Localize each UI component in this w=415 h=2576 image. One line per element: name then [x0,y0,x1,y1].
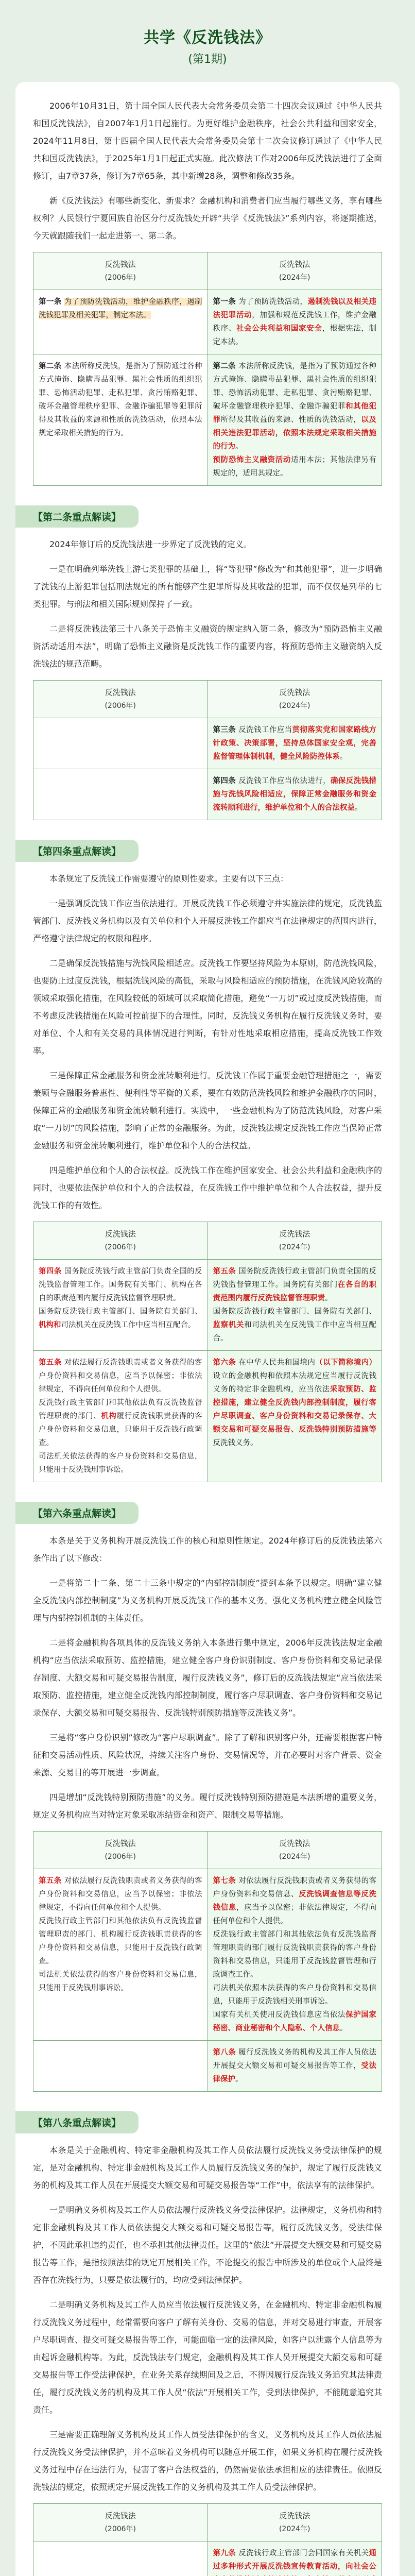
new-article-9: 第九条 反洗钱行政主管部门会同国家有关机关通过多种形式开展反洗钱宣传教育活动，向社会公 [208,2541,382,2576]
new-article-8: 第八条 履行反洗钱义务的机构及其工作人员依法开展提交大额交易和可疑交易报告等工作，受法律保护。 [208,2041,382,2092]
comparison-table-5 [33,2503,382,2576]
old-article-2: 第二条 本法所称反洗钱，是指为了预防通过各种方式掩饰、隐瞒毒品犯罪、黑社会性质的组织犯罪、恐怖活动犯罪、走私犯罪、贪污贿赂犯罪、破坏金融管理秩序犯罪、金融诈骗犯罪等犯罪所得及其收益的来源和性质的洗钱活动，依照本法规定采取相关措施的行为。 [33,354,208,486]
new-article-5: 第五条 国务院反洗钱行政主管部门负责全国的反洗钱监督管理工作。国务院有关部门在各自的职责范围内履行反洗钱监督管理职责。 国务院反洗钱行政主管部门、国务院有关部门、监察机关和司法机关在反洗钱工作中应当相互配合。 [208,1260,382,1351]
old-article-empty [33,2541,208,2576]
section-heading-4: 【第四条重点解读】 [15,840,139,862]
section-6-paragraph: 一是将第二十二条、第二十三条中规定的“内部控制制度”提到本条予以规定。明确“建立健全反洗钱内部控制制度”为义务机构开展反洗钱工作的基本义务。强化义务机构建立健全风险管理与内部控制机制的主体责任。 [33,1578,382,1623]
comparison-table-2 [33,680,382,820]
intro-paragraph: 新《反洗钱法》有哪些新变化、新要求？金融机构和消费者们应当履行哪些义务，享有哪些权利？人民银行宁夏回族自治区分行反洗钱处开辟“共学《反洗钱法》”系列内容，将逐期推送，今天就跟随我们一起走进第一、第二条。 [33,196,382,241]
old-law-header: 反洗钱法 (2006年) [33,1832,208,1869]
section-heading-6: 【第六条重点解读】 [15,1502,139,1524]
old-article-5: 第五条 对依法履行反洗钱职责或者义务获得的客户身份资料和交易信息，应当予以保密；非依法律规定，不得向任何单位和个人提供。 反洗钱行政主管部门和其他依法负有反洗钱监督管理职责的部门、机构履行反洗钱职责获得的客户身份资料和交易信息，只能用于反洗钱行政调查。 司法机关依法获得的客户身份资料和交易信息，只能用于反洗钱刑事诉讼。 [33,1869,208,2041]
section-2-paragraph: 一是在明确列举洗钱上游七类犯罪的基础上，将“等犯罪”修改为“和其他犯罪”，进一步明确了洗钱的上游犯罪包括刑法规定的所有能够产生犯罪所得及其收益的犯罪，而不仅仅是列举的七类犯罪。与刑法和相关国际规则保持了一致。 [33,564,382,609]
old-law-header: 反洗钱法 (2006年) [33,1222,208,1260]
issue-number: (第1期) [188,53,227,66]
section-4-paragraph: 三是保障正常金融服务和资金流转顺利进行。反洗钱工作属于重要金融管理措施之一，需要兼顾与金融服务普惠性、便利性等平衡的关系，要在有效防范洗钱风险和维护金融秩序的同时，保障正常的金融服务和资金流转顺利进行。实践中，一些金融机构为了防范洗钱风险，对客户采取“一刀切”的风险措施，影响了正常的金融服务。为此，反洗钱法规定反洗钱工作应当保障正常金融服务和资金流转顺利进行，维护单位和个人的合法权益。 [33,1071,382,1150]
section-8-paragraph: 本条是关于金融机构、特定非金融机构及其工作人员依法履行反洗钱义务受法律保护的规定，是对金融机构、特定非金融机构及其工作人员履行反洗钱义务的保护，规定了履行反洗钱义务的机构及其工作人员在开展提交大额交易和可疑交易报告等“工作”中，依法享有的法律保护。 [33,2145,382,2190]
section-6-paragraph: 四是增加“反洗钱特别预防措施”的义务。履行反洗钱特别预防措施是本法新增的重要义务，规定义务机构应当对特定对象采取冻结资金和资产、限制交易等措施。 [33,1792,382,1820]
new-article-7: 第七条 对依法履行反洗钱职责或者义务获得的客户身份资料和交易信息、反洗钱调查信息等反洗钱信息，应当予以保密；非依法律规定，不得向任何单位和个人提供。 反洗钱行政主管部门和其他依法负有反洗钱监督管理职责的部门履行反洗钱职责获得的客户身份资料和交易信息，只能用于反洗钱监督管理和行政调查工作。 司法机关依照本法获得的客户身份资料和交易信息，只能用于反洗钱相关刑事诉讼。 国家有关机关使用反洗钱信息应当依法保护国家秘密、商业秘密和个人隐私、个人信息。 [208,1869,382,2041]
old-article-empty [33,2041,208,2092]
section-4-paragraph: 四是维护单位和个人的合法权益。反洗钱工作在维护国家安全、社会公共利益和金融秩序的同时，也要依法保护单位和个人的合法权益，在反洗钱工作中维护单位和个人合法权益，提升反洗钱工作的有效性。 [33,1165,382,1210]
intro-paragraph: 2006年10月31日，第十届全国人民代表大会常务委员会第二十四次会议通过《中华人民共和国反洗钱法》，自2007年1月1日起施行。为更好维护金融秩序，社会公共利益和国家安全，2024年11月8日，第十四届全国人民代表大会常务委员会第十二次会议修订通过了《中华人民共和国反洗钱法》，于2025年1月1日起正式实施。此次修法工作对2006年反洗钱法进行了全面修订，由7章37条，修订为7章65条，其中新增28条，调整和修改35条。 [33,101,382,181]
new-article-3: 第三条 反洗钱工作应当贯彻落实党和国家路线方针政策、决策部署，坚持总体国家安全观，完善监督管理体制机制，健全风险防控体系。 [208,718,382,769]
new-law-header: 反洗钱法 (2024年) [208,1832,382,1869]
old-article-5: 第五条 对依法履行反洗钱职责或者义务获得的客户身份资料和交易信息，应当予以保密；非依法律规定，不得向任何单位和个人提供。 反洗钱行政主管部门和其他依法负有反洗钱监督管理职责的部门、机构履行反洗钱职责获得的客户身份资料和交易信息，只能用于反洗钱行政调查。 司法机关依法获得的客户身份资料和交易信息，只能用于反洗钱刑事诉讼。 [33,1351,208,1482]
old-law-header: 反洗钱法 (2006年) [33,2504,208,2541]
new-article-6: 第六条 在中华人民共和国境内（以下简称境内）设立的金融机构和依照本法规定应当履行反洗钱义务的特定非金融机构，应当依法采取预防、监控措施，建立健全反洗钱内部控制制度，履行客户尽职调查、客户身份资料和交易记录保存、大额交易和可疑交易报告、反洗钱特别预防措施等反洗钱义务。 [208,1351,382,1482]
section-heading-2: 【第二条重点解读】 [15,505,139,528]
section-4-paragraph: 本条规定了反洗钱工作需要遵守的原则性要求。主要有以下三点： [49,874,289,884]
section-8-paragraph: 二是明确义务机构及其工作人员应当依法履行反洗钱义务，在金融机构、特定非金融机构履行反洗钱义务过程中，经常需要向客户了解有关身份、交易的信息，并对交易进行审查，开展客户尽职调查、提交可疑交易报告等工作，可能面临一定的法律风险，如客户以泄露个人信息等为由起诉金融机构等。为此，反洗钱法专门规定，金融机构及其工作人员开展提交大额交易和可疑交易报告等工作受法律保护，在业务关系存续期间及之后，不得因履行反洗钱义务追究其法律责任，履行反洗钱义务的机构及其工作人员“依法”开展相关工作，受到法律保护，不能随意追究其责任。 [33,2300,382,2415]
section-heading-8: 【第八条重点解读】 [15,2111,139,2133]
old-law-header: 反洗钱法 (2006年) [33,681,208,718]
comparison-table-3 [33,1222,382,1482]
section-2-paragraph: 二是将反洗钱法第三十八条关于恐怖主义融资的规定纳入第二条，修改为“预防恐怖主义融资活动适用本法”，明确了恐怖主义融资是反洗钱工作的重要内容，将预防恐怖主义融资纳入反洗钱法的规范范畴。 [33,624,382,669]
old-article-empty [33,718,208,769]
comparison-table-1 [33,252,382,486]
section-6-paragraph: 本条是关于义务机构开展反洗钱工作的核心和原则性规定。2024年修订后的反洗钱法第六条作出了以下修改： [33,1536,382,1563]
section-2-paragraph: 2024年修订后的反洗钱法进一步界定了反洗钱的定义。 [49,539,252,549]
article-body [15,82,400,2576]
section-4-paragraph: 二是确保反洗钱措施与洗钱风险相适应。反洗钱工作要坚持风险为本原则，防范洗钱风险，也要防止过度反洗钱，根据洗钱风险的高低，采取与风险相适应的预防措施，在洗钱风险较高的领域采取强化措施，在风险较低的领域可以采取简化措施，避免“一刀切”或过度反洗钱措施，而不考虑反洗钱措施在风险可控前提下的合理性。同时，反洗钱义务机构在履行反洗钱义务时，要对单位、个人和有关交易的具体情况进行判断，有针对性地采取相应措施，提高反洗钱工作效率。 [33,958,382,1056]
section-8-paragraph: 一是明确义务机构及其工作人员依法履行反洗钱义务受法律保护。法律规定，义务机构和特定非金融机构及其工作人员依法提交大额交易和可疑交易报告等，履行反洗钱义务，受法律保护，不因此承担违约责任，也不承担其他法律责任。这里的“依法”开展提交大额交易和可疑交易报告等工作，是指按照法律的规定开展相关工作，不论提交的报告中所涉及的单位或个人最终是否存在洗钱行为，只要是依法履行的，均应受到法律保护。 [33,2205,382,2285]
new-article-2: 第二条 本法所称反洗钱，是指为了预防通过各种方式掩饰、隐瞒毒品犯罪、黑社会性质的组织犯罪、恐怖活动犯罪、走私犯罪、贪污贿赂犯罪、破坏金融管理秩序犯罪、金融诈骗犯罪和其他犯罪所得及其收益的来源、性质的洗钱活动，以及相关违法犯罪活动，依照本法规定采取相关措施的行为。 预防恐怖主义融资活动适用本法；其他法律另有规定的，适用其规定。 [208,354,382,486]
old-article-empty [33,769,208,820]
old-article-4: 第四条 国务院反洗钱行政主管部门负责全国的反洗钱监督管理工作。国务院有关部门、机构在各自的职责范围内履行反洗钱监督管理职责。 国务院反洗钱行政主管部门、国务院有关部门、机构和司法机关在反洗钱工作中应当相互配合。 [33,1260,208,1351]
new-article-4: 第四条 反洗钱工作应当依法进行，确保反洗钱措施与洗钱风险相适应，保障正常金融服务和资金流转顺利进行，维护单位和个人的合法权益。 [208,769,382,820]
section-4-paragraph: 一是强调反洗钱工作应当依法进行。开展反洗钱工作必须遵守并实施法律的规定，反洗钱监管部门、反洗钱义务机构以及有关单位和个人开展反洗钱工作都应当在法律规定的范围内进行，严格遵守法律规定的权限和程序。 [33,899,382,943]
new-law-header: 反洗钱法 (2024年) [208,1222,382,1260]
page-title: 共学《反洗钱法》 [144,29,271,47]
comparison-table-4 [33,1831,382,2092]
old-law-header: 反洗钱法 (2006年) [33,252,208,290]
old-article-1: 第一条 为了预防洗钱活动，维护金融秩序，遏制洗钱犯罪及相关犯罪，制定本法。 [33,290,208,354]
section-8-paragraph: 三是需要正确理解义务机构及其工作人员受法律保护的含义。义务机构及其工作人员依法履行反洗钱义务受法律保护，并不意味着义务机构可以随意开展工作，如果义务机构在履行反洗钱义务过程中存在违法行为，侵害了客户合法权益的，仍然需要依法承担相应的法律责任。依照反洗钱法的规定，依照规定开展反洗钱工作的义务机构及其工作人员受法律保护。 [33,2430,382,2492]
new-law-header: 反洗钱法 (2024年) [208,681,382,718]
section-6-paragraph: 三是将“客户身份识别”修改为“客户尽职调查”。除了了解和识别客户外，还需要根据客户特征和交易活动性质、风险状况，持续关注客户身份、交易情况等，并在必要时对客户背景、资金来源、交易目的等开展进一步调查。 [33,1733,382,1777]
new-law-header: 反洗钱法 (2024年) [208,252,382,290]
section-6-paragraph: 二是将金融机构各项具体的反洗钱义务纳入本条进行集中规定，2006年反洗钱法规定金融机构“应当依法采取预防、监控措施，建立健全客户身份识别制度、客户身份资料和交易记录保存制度、大额交易和可疑交易报告制度，履行反洗钱义务”，修订后的反洗钱法规定“应当依法采取预防、监控措施，建立健全反洗钱内部控制制度，履行客户尽职调查、客户身份资料和交易记录保存、大额交易和可疑交易报告、反洗钱特别预防措施等反洗钱义务”。 [33,1638,382,1718]
new-law-header: 反洗钱法 (2024年) [208,2504,382,2541]
new-article-1: 第一条 为了预防洗钱活动，遏制洗钱以及相关违法犯罪活动，加强和规范反洗钱工作，维护金融秩序、社会公共利益和国家安全，根据宪法，制定本法。 [208,290,382,354]
